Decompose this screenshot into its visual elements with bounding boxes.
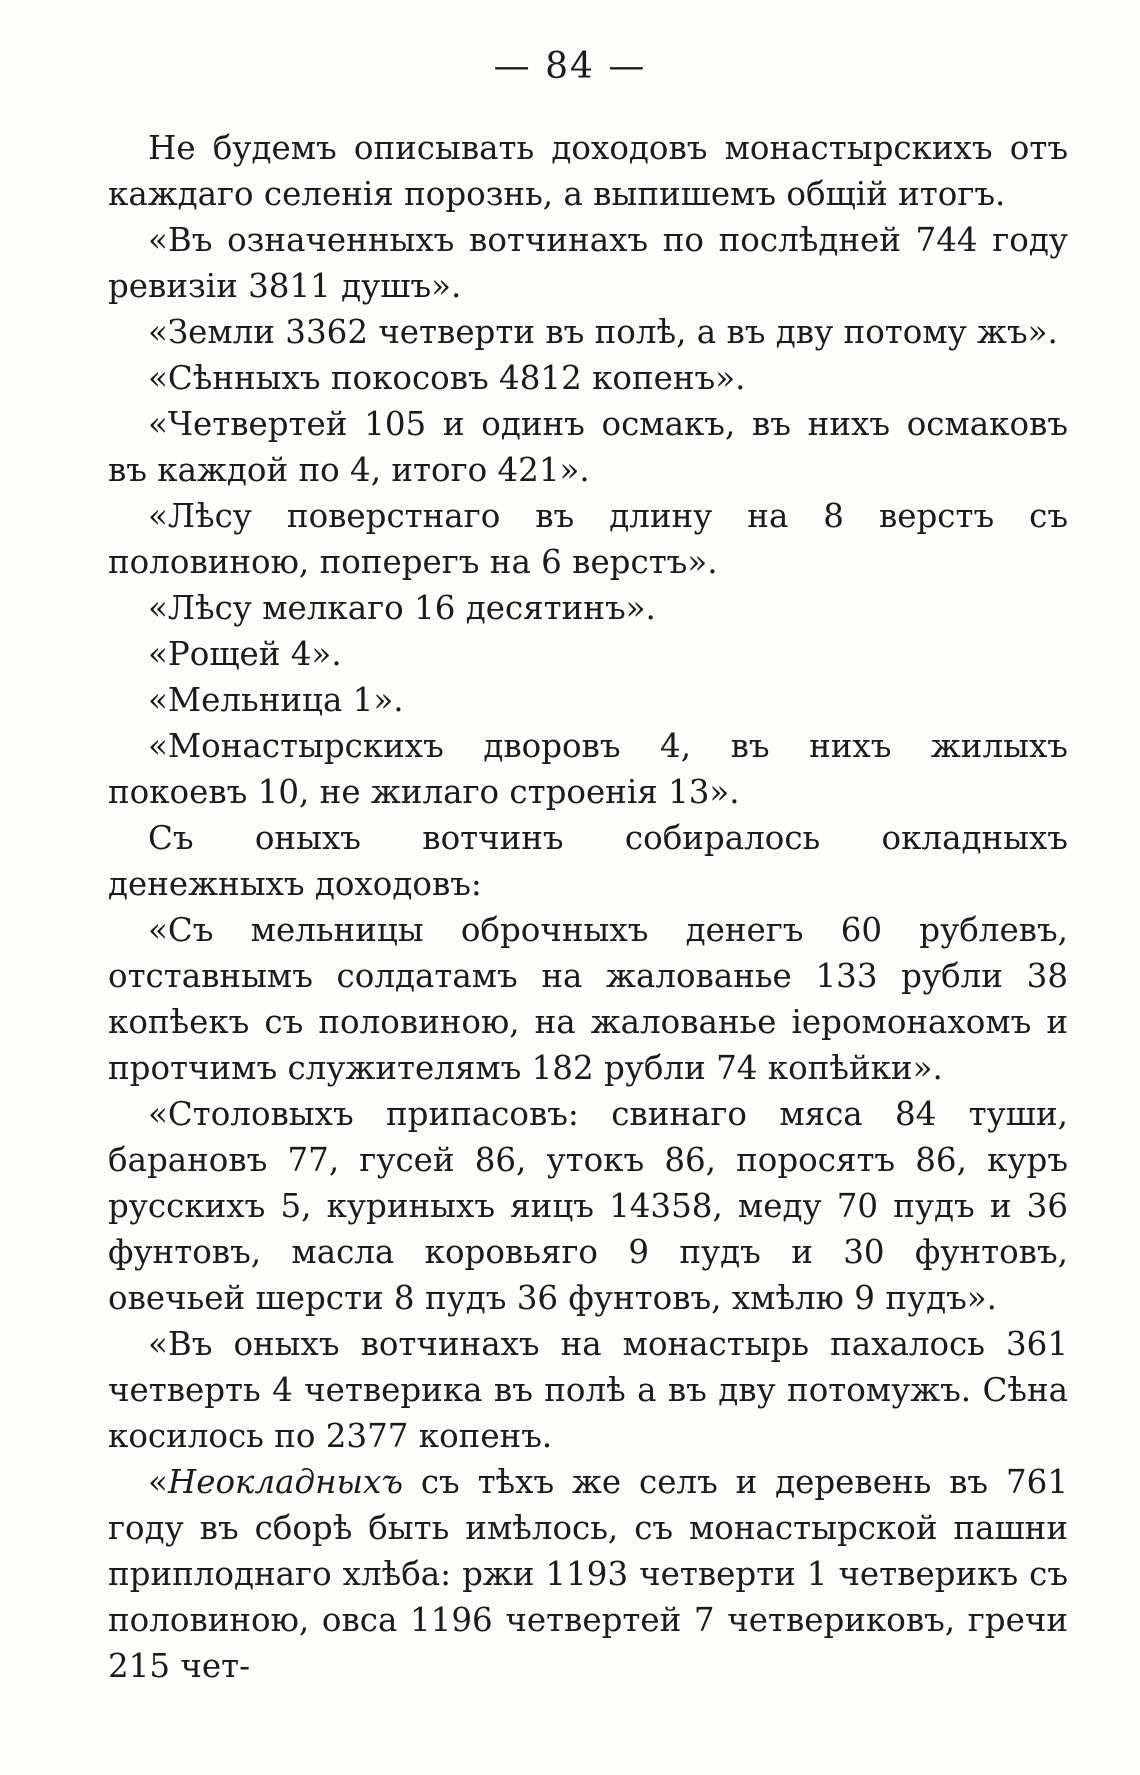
paragraph-last [108, 1459, 1068, 1689]
paragraph: «Рощей 4». [148, 635, 342, 673]
paragraph: «Сѣнныхъ покосовъ 4812 копенъ». [148, 359, 746, 397]
paragraph: «Монастырскихъ дворовъ 4, въ нихъ жилыхъ покоевъ 10, не жилаго строенія 13». [108, 727, 1068, 811]
paragraph: «Въ оныхъ вотчинахъ на монастырь пахалось 361 четверть 4 четверика въ полѣ а въ дву потомужъ. Сѣна косилось по 2377 копенъ. [108, 1325, 1068, 1455]
open-quote: « [148, 1463, 168, 1501]
paragraph: «Столовыхъ припасовъ: свинаго мяса 84 туши, барановъ 77, гусей 86, утокъ 86, поросятъ 86, куръ русскихъ 5, куриныхъ яицъ 14358, меду 70 пудъ и 36 фунтовъ, масла коровьяго 9 пудъ и 30 фунтовъ, овечьей шерсти 8 пудъ 36 фунтовъ, хмѣлю 9 пудъ». [108, 1095, 1068, 1317]
paragraph: «Съ мельницы оброчныхъ денегъ 60 рублевъ, отставнымъ солдатамъ на жалованье 133 рубли 38 копѣекъ съ половиною, на жалованье іеромонахомъ и протчимъ служителямъ 182 рубли 74 копѣйки». [108, 911, 1068, 1087]
page-number: — 84 — [493, 46, 647, 87]
paragraph: «Четвертей 105 и одинъ осмакъ, въ нихъ осмаковъ въ каждой по 4, итого 421». [108, 405, 1068, 489]
paragraph: «Въ означенныхъ вотчинахъ по послѣдней 744 году ревизіи 3811 душъ». [108, 221, 1068, 305]
paragraph: Съ оныхъ вотчинъ собиралось окладныхъ денежныхъ доходовъ: [108, 819, 1068, 903]
paragraph: «Мельница 1». [148, 681, 404, 719]
italic-term: Неокладныхъ [167, 1463, 403, 1501]
paragraph-rest: съ тѣхъ же селъ и деревень въ 761 году въ сборѣ быть имѣлось, съ монастырской пашни приплоднаго хлѣба: ржи 1193 четверти 1 четверикъ съ половиною, овса 1196 четвертей 7 четвериковъ, гречи 215 чет- [108, 1463, 1068, 1685]
paragraph: Не будемъ описывать доходовъ монастырскихъ отъ каждаго селенія порознь, а выпишемъ общій итогъ. [108, 129, 1068, 213]
paragraph: «Лѣсу поверстнаго въ длину на 8 верстъ съ половиною, поперегъ на 6 верстъ». [108, 497, 1068, 581]
paragraph: «Земли 3362 четверти въ полѣ, а въ дву потому жъ». [148, 313, 1058, 351]
paragraph: «Лѣсу мелкаго 16 десятинъ». [148, 589, 656, 627]
body-text [108, 125, 1068, 1689]
